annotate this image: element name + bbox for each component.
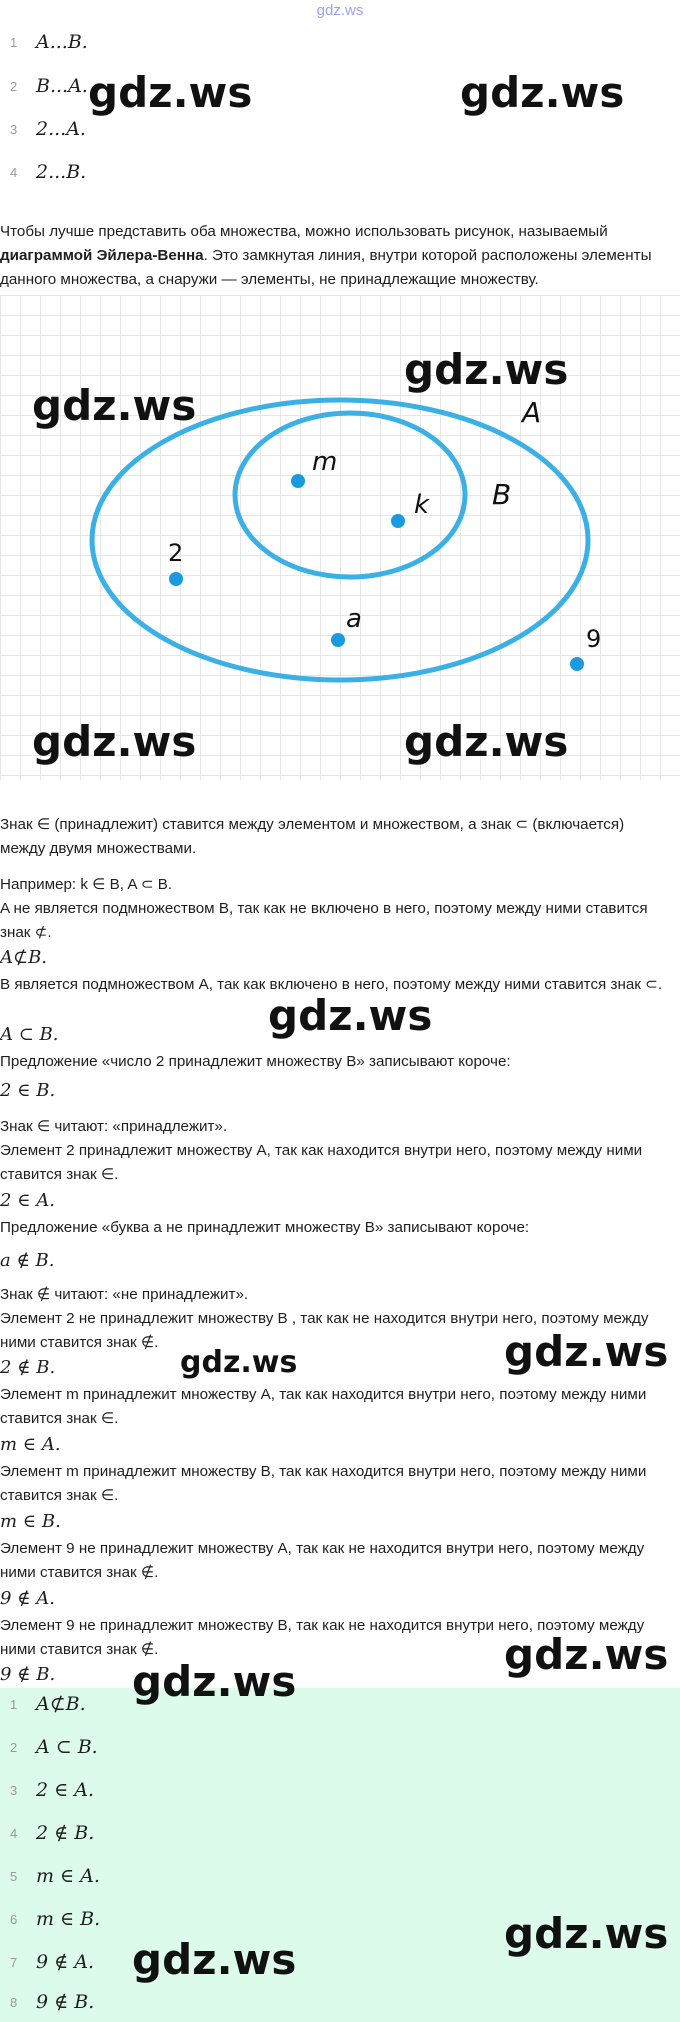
list-text: 2...B. <box>36 161 87 183</box>
answer-text: 2 ∉ B. <box>36 1822 95 1844</box>
explanation-text: Элемент 2 не принадлежит множеству B , так как не находится внутри него, поэтому между ними ставится знак ∉. <box>0 1310 649 1351</box>
point-2-label: 2 <box>168 539 184 567</box>
set-b-ellipse <box>235 413 465 577</box>
watermark: gdz.ws <box>132 1657 297 1706</box>
watermark: gdz.ws <box>32 381 197 430</box>
watermark: gdz.ws <box>504 1909 669 1958</box>
answer-block <box>0 1688 680 2022</box>
list-text: 2...A. <box>36 118 86 140</box>
answer-text: A ⊂ B. <box>36 1736 98 1758</box>
explanation-text: Элемент 9 не принадлежит множеству B, так как не находится внутри него, поэтому между ними ставится знак ∉. <box>0 1617 645 1658</box>
point-9-label: 9 <box>586 625 602 653</box>
explanation-text: Элемент m принадлежит множеству B, так как находится внутри него, поэтому между ними ставится знак ∈. <box>0 1463 647 1504</box>
point-m <box>291 474 305 488</box>
set-a-label: A <box>522 396 542 429</box>
answer-number: 8 <box>10 1994 18 2010</box>
equation: m ∈ B. <box>0 1511 61 1532</box>
list-number: 4 <box>10 164 18 180</box>
watermark: gdz.ws <box>88 68 253 117</box>
explanation-text: Предложение «буква a не принадлежит множеству B» записывают короче: <box>0 1219 530 1236</box>
venn-diagram-area <box>0 295 680 780</box>
equation: 2 ∉ B. <box>0 1357 56 1378</box>
site-logo[interactable]: gdz.ws <box>316 2 364 19</box>
equation: m ∈ A. <box>0 1434 61 1455</box>
point-m-label: m <box>312 447 338 477</box>
list-text: A...B. <box>36 31 88 53</box>
watermark: gdz.ws <box>460 68 625 117</box>
answer-number: 1 <box>10 1696 18 1712</box>
point-k-label: k <box>414 490 430 520</box>
watermark: gdz.ws <box>404 345 569 394</box>
equation: a ∉ B. <box>0 1250 55 1271</box>
list-text: B...A. <box>36 75 88 97</box>
answer-number: 3 <box>10 1782 18 1798</box>
watermark: gdz.ws <box>32 717 197 766</box>
answer-number: 2 <box>10 1739 18 1755</box>
point-a-label: a <box>346 604 362 634</box>
answer-number: 6 <box>10 1911 18 1927</box>
explanation-text: Элемент 2 принадлежит множеству A, так как находится внутри него, поэтому между ними ставится знак ∈. <box>0 1142 643 1183</box>
watermark: gdz.ws <box>504 1630 669 1679</box>
explanation-text: Знак ∈ читают: «принадлежит». <box>0 1118 228 1135</box>
point-2 <box>169 572 183 586</box>
explanation-text: Элемент m принадлежит множеству A, так как находится внутри него, поэтому между ними ставится знак ∈. <box>0 1386 647 1427</box>
equation: A ⊂ B. <box>0 1024 59 1045</box>
equation: 2 ∈ A. <box>0 1190 55 1211</box>
point-9 <box>570 657 584 671</box>
answer-number: 5 <box>10 1868 18 1884</box>
venn-diagram <box>0 295 680 780</box>
equation: 2 ∈ B. <box>0 1080 56 1101</box>
watermark: gdz.ws <box>132 1935 297 1984</box>
explanation-text: A не является подмножеством B, так как не включено в него, поэтому между ними ставится знак ⊄. <box>0 900 648 941</box>
answer-text: A⊄B. <box>36 1693 86 1715</box>
list-number: 1 <box>10 34 18 50</box>
answer-text: m ∈ A. <box>36 1865 100 1887</box>
answer-text: m ∈ B. <box>36 1908 101 1930</box>
answer-number: 7 <box>10 1954 18 1970</box>
intro-text: Чтобы лучше представить оба множества, можно использовать рисунок, называемый <box>0 223 608 240</box>
watermark: gdz.ws <box>404 717 569 766</box>
equation: 9 ∉ A. <box>0 1588 55 1609</box>
intro-paragraph <box>0 220 672 292</box>
explanation-text: Элемент 9 не принадлежит множеству A, так как не находится внутри него, поэтому между ними ставится знак ∉. <box>0 1540 645 1581</box>
point-a <box>331 633 345 647</box>
set-b-label: B <box>492 478 512 511</box>
intro-text-end: . Это замкнутая линия, внутри которой расположены элементы данного множества, а снаружи — элементы, не принадлежащие множеству. <box>0 247 652 288</box>
list-number: 3 <box>10 121 18 137</box>
intro-term: диаграммой Эйлера-Венна <box>0 247 204 264</box>
explanation-text: Знак ∈ (принадлежит) ставится между элементом и множеством, а знак ⊂ (включается) между двумя множествами. <box>0 816 625 857</box>
watermark: gdz.ws <box>268 991 433 1040</box>
watermark: gdz.ws <box>180 1345 298 1380</box>
answer-number: 4 <box>10 1825 18 1841</box>
point-k <box>391 514 405 528</box>
explanation-text: B является подмножеством A, так как включено в него, поэтому между ними ставится знак ⊂. <box>0 976 663 993</box>
explanation-text: Знак ∉ читают: «не принадлежит». <box>0 1286 249 1303</box>
list-number: 2 <box>10 78 18 94</box>
equation: 9 ∉ B. <box>0 1664 56 1685</box>
answer-text: 9 ∉ A. <box>36 1951 94 1973</box>
explanation-text: Например: k ∈ B, A ⊂ B. <box>0 876 173 893</box>
equation: A⊄B. <box>0 947 48 968</box>
watermark: gdz.ws <box>504 1327 669 1376</box>
answer-text: 9 ∉ B. <box>36 1991 95 2013</box>
answer-text: 2 ∈ A. <box>36 1779 94 1801</box>
explanation-text: Предложение «число 2 принадлежит множеству B» записывают короче: <box>0 1053 511 1070</box>
